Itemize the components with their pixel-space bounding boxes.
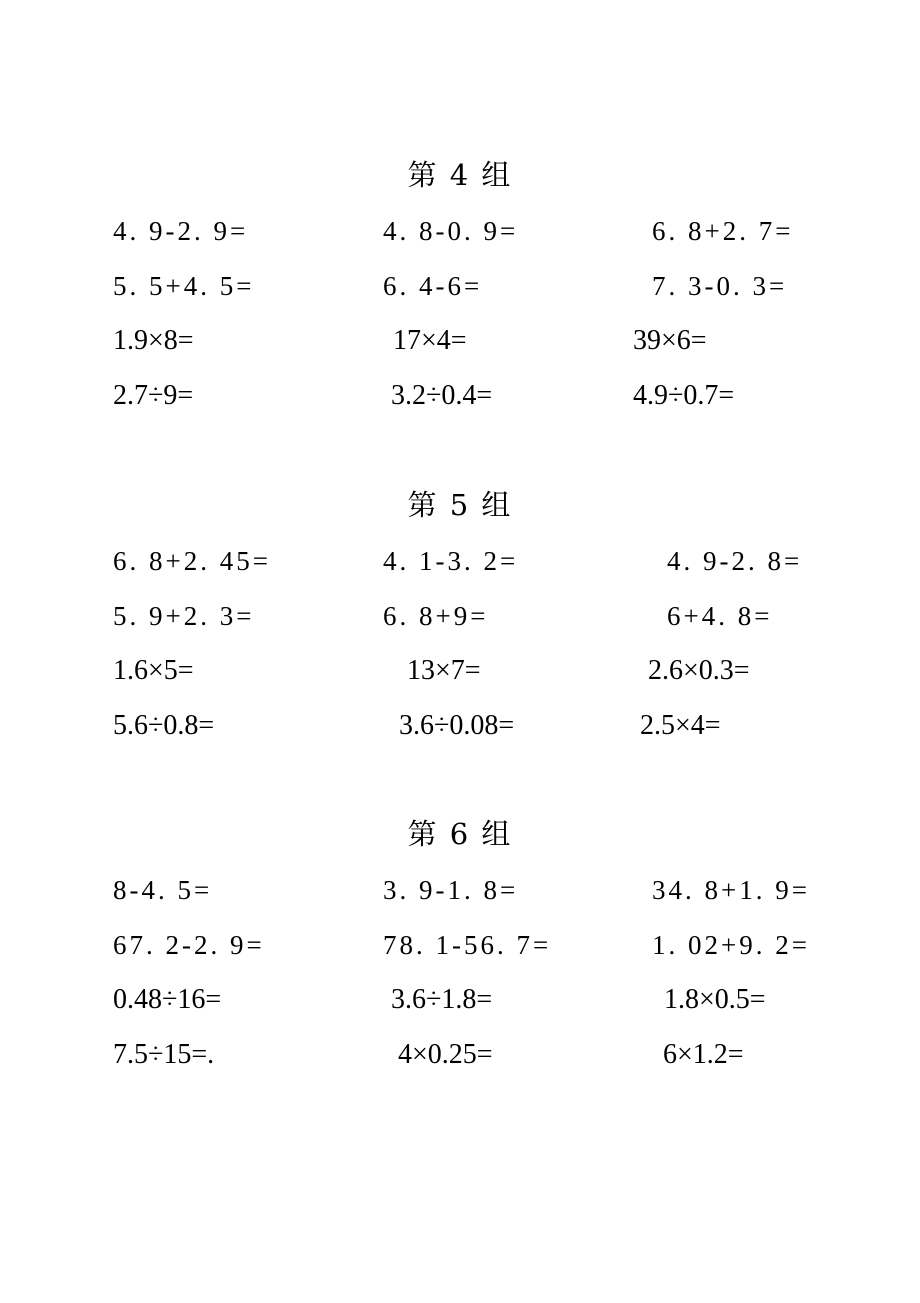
problem-5-4-1: 5.6÷0.8= [113,710,215,741]
problem-4-3-3: 39×6= [633,325,707,356]
problem-6-4-1: 7.5÷15=. [113,1039,215,1070]
problem-6-1-2: 3. 9-1. 8= [383,875,519,905]
problem-4-2-1: 5. 5+4. 5= [113,271,255,301]
problem-5-1-2: 4. 1-3. 2= [383,546,519,576]
problem-4-4-1: 2.7÷9= [113,380,194,411]
problem-5-1-3: 4. 9-2. 8= [667,546,803,576]
problem-4-2-3: 7. 3-0. 3= [652,271,788,301]
problem-6-2-2: 78. 1-56. 7= [383,930,552,960]
problem-5-1-1: 6. 8+2. 45= [113,546,271,576]
problem-6-2-3: 1. 02+9. 2= [652,930,810,960]
problem-6-3-1: 0.48÷16= [113,984,222,1015]
problem-6-4-2: 4×0.25= [398,1039,493,1070]
group-title: 第 5 组 [407,488,513,522]
problem-4-4-3: 4.9÷0.7= [633,380,735,411]
problem-5-3-2: 13×7= [407,655,481,686]
group-title: 第 4 组 [407,158,513,192]
problem-4-2-2: 6. 4-6= [383,271,483,301]
problem-6-3-2: 3.6÷1.8= [391,984,493,1015]
group-title: 第 6 组 [407,817,513,851]
problem-4-3-1: 1.9×8= [113,325,194,356]
problem-4-1-3: 6. 8+2. 7= [652,216,794,246]
problem-4-3-2: 17×4= [393,325,467,356]
problem-4-1-2: 4. 8-0. 9= [383,216,519,246]
problem-6-4-3: 6×1.2= [663,1039,744,1070]
problem-6-3-3: 1.8×0.5= [664,984,766,1015]
problem-5-2-1: 5. 9+2. 3= [113,601,255,631]
problem-6-1-1: 8-4. 5= [113,875,213,905]
problem-5-3-1: 1.6×5= [113,655,194,686]
problem-5-4-2: 3.6÷0.08= [399,710,515,741]
problem-5-4-3: 2.5×4= [640,710,721,741]
problem-4-4-2: 3.2÷0.4= [391,380,493,411]
problem-6-1-3: 34. 8+1. 9= [652,875,810,905]
problem-5-2-3: 6+4. 8= [667,601,773,631]
problem-5-2-2: 6. 8+9= [383,601,489,631]
problem-4-1-1: 4. 9-2. 9= [113,216,249,246]
problem-5-3-3: 2.6×0.3= [648,655,750,686]
problem-6-2-1: 67. 2-2. 9= [113,930,265,960]
